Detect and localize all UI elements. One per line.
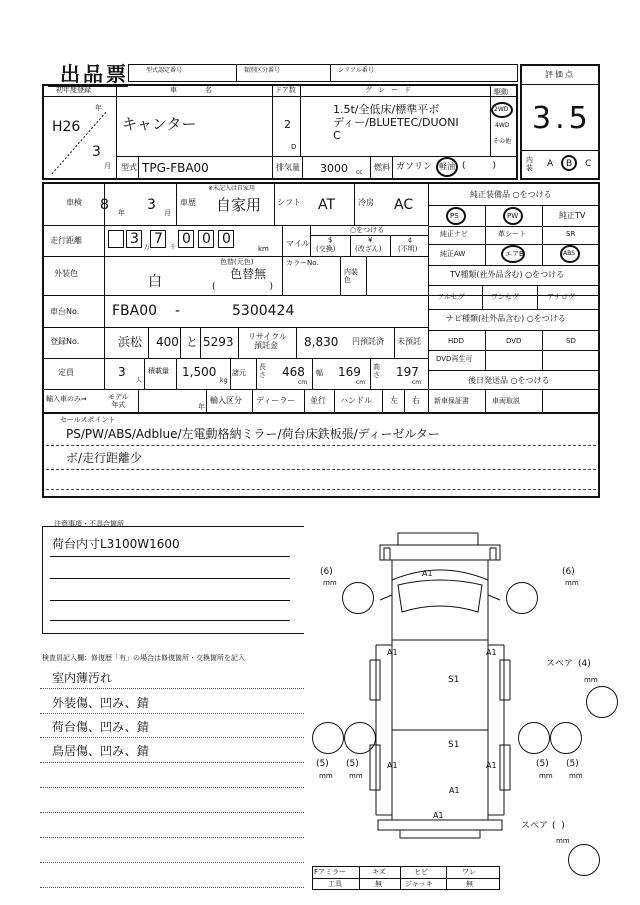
import-type-parallel: 並行 (310, 396, 326, 405)
int-color-label: 内装色 (344, 268, 358, 284)
ac: AC (394, 197, 414, 213)
height-value: 197 (396, 365, 419, 379)
model-cert-no-label: 型式認定番号 (146, 67, 183, 74)
repaint-paren: ( ) (212, 282, 274, 292)
tire-rl-out-depth: (5) (316, 759, 329, 769)
car-name-label: 車名 (170, 86, 240, 94)
first-reg-year: H26 (52, 119, 81, 135)
tire-rear-right-outer (550, 722, 582, 754)
import-only-label: 輸入車のみ⇒ (46, 395, 87, 403)
first-reg-label: 初年度登録 (56, 86, 91, 94)
score-label: 評価点 (545, 70, 575, 79)
mileage-unit-man: 万 (144, 244, 151, 251)
capacity-unit: 人 (136, 377, 143, 384)
tire-rr-out-unit: mm (569, 772, 583, 780)
recycle-unit: 円預託済 (352, 337, 384, 346)
first-reg-month: 3 (92, 144, 101, 160)
equip-tv: 純正TV (559, 211, 586, 220)
tire-rr-in-depth: (5) (536, 759, 549, 769)
equip-pw: PW (507, 212, 519, 220)
tire-fl-depth: (6) (320, 567, 333, 577)
mark-bed-rear: S1 (448, 740, 460, 750)
sheet-title: 出品票 (60, 62, 129, 86)
chassis-number: 5300424 (232, 303, 295, 319)
year-unit: 年 (95, 104, 102, 112)
spare1-label: スペア (546, 659, 574, 669)
spare1-depth: (4) (578, 659, 591, 669)
tv-oneseg: ワンセグ (491, 293, 519, 301)
meter-option-label-3: (不明) (398, 245, 418, 253)
width-value: 169 (338, 365, 361, 379)
mileage-digit-5: 0 (202, 231, 211, 247)
width-label: 幅 (316, 369, 323, 377)
mark-cab-front: A1 (422, 569, 433, 578)
inspector-line-2: 外装傷、凹み、錆 (52, 696, 149, 710)
tire-fr-unit: mm (565, 579, 579, 587)
recycle-label: リサイクル 預託金 (248, 332, 287, 350)
ext-color-label: 外装色 (54, 269, 78, 278)
legend-value-3: ジャッキ (405, 880, 433, 888)
door-count: 2 (284, 118, 291, 131)
navi-dvd: DVD (506, 337, 522, 345)
fuel-diesel: 軽油 (439, 162, 455, 171)
mark-tail: A1 (433, 811, 444, 820)
color-no-label: カラーNo. (286, 259, 319, 267)
legend-header-1: Fアミラー (314, 868, 347, 876)
history-label: 車歴 (180, 198, 196, 207)
after-manual: 車両取説 (492, 397, 520, 405)
handle-label: ハンドル (340, 396, 372, 405)
tv-type-label: TV種類(社外品含む) ○をつける (450, 270, 565, 279)
tire-rr-out-depth: (5) (566, 759, 579, 769)
inspection-year-unit: 年 (118, 209, 125, 217)
height-label: 高さ (373, 363, 380, 379)
ac-label: 冷房 (358, 198, 374, 207)
grade-line-3: C (333, 129, 341, 142)
sales-line-2: ボ/走行距離少 (66, 451, 143, 465)
navi-type-label: ナビ種類(社外品含む) ○をつける (446, 314, 566, 323)
shift-label: シフト (277, 198, 301, 207)
tire-rear-right-inner (518, 722, 550, 754)
spare2-label: スペア (521, 821, 549, 831)
drive-2wd: 2WD (494, 106, 509, 113)
inspection-month: 3 (147, 197, 156, 213)
navi-hdd: HDD (448, 337, 465, 345)
equip-abs: ABS (563, 250, 575, 257)
plate-class: 400 (156, 335, 179, 349)
displacement-unit: cc (356, 169, 363, 176)
meter-option-3: ¢ (408, 236, 413, 244)
recycle-amount: 8,830 (304, 335, 339, 349)
inspector-line-4: 鳥居傷、凹み、錆 (52, 744, 149, 758)
spare2-unit: mm (556, 837, 570, 845)
repaint-value: 色替無 (230, 267, 267, 281)
plate-region: 浜松 (118, 335, 143, 349)
meter-option-1: $ (328, 236, 333, 244)
legend-value-4: 無 (466, 880, 473, 888)
tv-fullseg: フルセグ (437, 293, 465, 301)
tire-rear-left-inner (344, 722, 376, 754)
inspector-line-1: 室内薄汚れ (52, 671, 113, 685)
interior-label: 内 装 (526, 156, 533, 172)
fuel-gasoline: ガソリン (396, 162, 433, 172)
inspector-label: 検査員記入欄：修復歴「有」の場合は修復箇所・交換箇所を記入 (42, 654, 245, 662)
mark-rear-left: A1 (387, 761, 398, 770)
unregistered-note: ※未記入は自家用 (208, 185, 256, 192)
meter-circle-label: ○をつける (350, 226, 385, 234)
grade-line-2: ディー/BLUETEC/DUONI (333, 116, 459, 129)
genuine-equip-label: 純正装備品 ○をつける (470, 190, 552, 199)
grade-line-1: 1.5t/全低床/標準平ボ (333, 103, 440, 116)
tire-rear-left-outer (312, 722, 344, 754)
chassis-prefix: FBA00 (112, 303, 158, 319)
mile-label: マイル (286, 239, 310, 248)
plate-kana: と (186, 335, 199, 349)
legend-header-2: キズ (372, 868, 386, 876)
length-label: 長さ (259, 363, 266, 379)
inspection-year: 8 (100, 197, 109, 213)
dims-label: 諸元 (232, 369, 246, 377)
grade-label: グレード (365, 86, 417, 94)
plate-number: 5293 (203, 335, 234, 349)
notes-label: 注意事項・不具合箇所 (54, 520, 124, 528)
history: 自家用 (216, 196, 262, 214)
mark-rear-right: A1 (486, 761, 497, 770)
tv-analog: アナログ (547, 293, 575, 301)
repaint-label: 色替(元色) (220, 258, 254, 266)
mark-bed-front: S1 (448, 675, 460, 685)
spare1-unit: mm (584, 676, 598, 684)
car-name: キャンター (122, 115, 197, 133)
score-value: 3.5 (532, 101, 592, 136)
ext-color: 白 (148, 274, 162, 290)
tire-rl-in-depth: (5) (346, 759, 359, 769)
equip-sr: SR (566, 230, 576, 238)
spare2-depth: ( ) (552, 821, 565, 831)
drive-other: その他 (493, 138, 512, 145)
mark-bed-left: A1 (387, 648, 398, 657)
equip-airbag: エアB (505, 250, 524, 258)
legend-value-1: 工具 (328, 880, 342, 888)
legend-value-2: 無 (375, 880, 382, 888)
after-ship-label: 後日発送品 ○をつける (468, 376, 550, 385)
model-code: TPG-FBA00 (142, 161, 209, 175)
tire-fl-unit: mm (323, 579, 337, 587)
dvd-playback-label: DVD再生可 (436, 355, 473, 363)
handle-left: 左 (390, 396, 398, 405)
import-type-dealer: ディーラー (256, 396, 296, 405)
mark-rear-center: A1 (449, 786, 460, 795)
mark-bed-right: A1 (486, 648, 497, 657)
meter-option-label-2: (改ざん) (355, 245, 382, 253)
mileage-unit-sen: 千 (170, 244, 177, 251)
fuel-other-paren: ( ) (462, 161, 497, 171)
handle-right: 右 (412, 396, 420, 405)
navi-sd: SD (566, 337, 576, 345)
month-unit: 月 (104, 162, 111, 170)
length-value: 468 (282, 365, 305, 379)
drive-label: 駆動 (494, 88, 508, 96)
spare-tire-2 (568, 844, 600, 876)
model-year-label: モデル 年式 (108, 393, 129, 409)
equip-ps: PS (450, 212, 459, 220)
sales-line-1: PS/PW/ABS/Adblue/左電動格納ミラー/荷台床鉄板張/ディーゼルター (66, 427, 440, 441)
tire-rr-in-unit: mm (539, 772, 553, 780)
load-label: 積載量 (148, 367, 169, 375)
model-code-label: 型式 (121, 163, 137, 172)
category-no-label: 類別区分番号 (244, 67, 281, 74)
legend-header-3: ヒビ (414, 868, 428, 876)
equip-leather: 革シート (498, 230, 526, 238)
equip-navi: 純正ナビ (440, 230, 468, 238)
interior-grade-a: A (547, 159, 554, 169)
inspection-label: 車検 (66, 198, 82, 207)
mileage-digit-4: 0 (182, 231, 191, 247)
fuel-label: 燃料 (374, 163, 390, 172)
plate-label: 登録No. (50, 337, 80, 346)
meter-option-label-1: (交換) (316, 245, 336, 253)
length-unit: cm (298, 379, 308, 386)
interior-grade-c: C (585, 159, 592, 169)
load-value: 1,500 (182, 365, 217, 379)
mileage-label: 走行距離 (50, 236, 82, 245)
equip-aw: 純正AW (440, 250, 466, 258)
tire-rl-in-unit: mm (349, 772, 363, 780)
model-year-unit: 年 (198, 403, 205, 411)
inspection-month-unit: 月 (164, 209, 171, 217)
capacity-value: 3 (118, 365, 126, 379)
meter-option-2: ¥ (368, 236, 373, 244)
legend-header-4: ワレ (462, 868, 476, 876)
chassis-dash: - (175, 303, 181, 319)
serial-no-label: シリアル番号 (338, 67, 374, 74)
interior-grade-b: B (566, 159, 573, 169)
mileage-digit-6: 0 (222, 231, 231, 247)
shift: AT (318, 197, 336, 213)
capacity-label: 定員 (58, 368, 74, 377)
mileage-digit-2: 3 (130, 231, 139, 247)
spare-tire-1 (586, 686, 618, 718)
tire-front-left (342, 582, 374, 614)
sales-point-label: セールスポイント (60, 416, 116, 424)
tire-fr-depth: (6) (562, 567, 575, 577)
inspector-line-3: 荷台傷、凹み、錆 (52, 720, 149, 734)
doors-label: ドア数 (275, 86, 296, 94)
mileage-unit-km: km (258, 245, 269, 253)
door-unit: D (291, 143, 297, 151)
width-unit: cm (356, 379, 366, 386)
drive-4wd: 4WD (495, 122, 510, 129)
tire-front-right (506, 582, 538, 614)
displacement: 3000 (320, 162, 348, 175)
notes-line-1: 荷台内寸L3100W1600 (52, 537, 180, 551)
chassis-label: 車台No. (50, 307, 80, 316)
mileage-digit-3: 7 (154, 231, 163, 247)
tire-rl-out-unit: mm (319, 772, 333, 780)
height-unit: cm (412, 379, 422, 386)
recycle-status: 未預託 (397, 337, 421, 346)
import-type-label: 輸入区分 (210, 396, 242, 405)
displacement-label: 排気量 (276, 163, 300, 172)
after-warranty: 新車保証書 (434, 397, 469, 405)
load-unit: kg (220, 377, 228, 384)
